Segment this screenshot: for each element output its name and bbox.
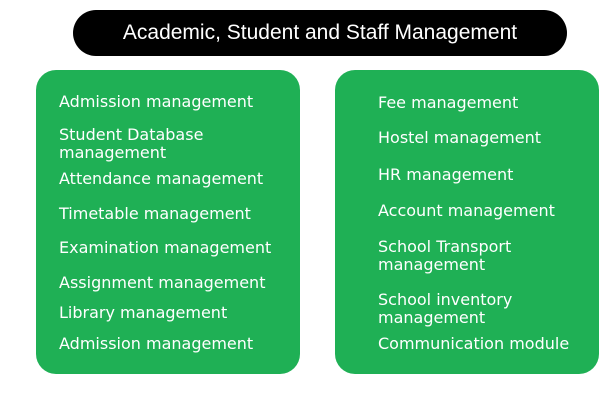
- right-item-hostel: Hostel management: [378, 128, 541, 147]
- right-item-school-inventory: School inventory management: [378, 290, 513, 327]
- right-panel: [335, 70, 599, 374]
- title-banner: [73, 10, 567, 56]
- left-item-student-database: Student Database management: [59, 125, 204, 162]
- left-item-library: Library management: [59, 303, 228, 322]
- left-item-admission: Admission management: [59, 92, 254, 111]
- right-item-account: Account management: [378, 201, 555, 220]
- right-item-communication: Communication module: [378, 334, 570, 353]
- right-item-school-transport: School Transport management: [378, 237, 512, 274]
- diagram-title: Academic, Student and Staff Management: [122, 21, 518, 44]
- left-item-attendance: Attendance management: [59, 169, 264, 188]
- right-item-fee: Fee management: [378, 93, 519, 112]
- left-item-examination: Examination management: [59, 238, 272, 257]
- left-item-timetable: Timetable management: [59, 204, 251, 223]
- left-panel: [36, 70, 300, 374]
- left-item-assignment: Assignment management: [59, 273, 266, 292]
- left-item-admission-2: Admission management: [59, 334, 254, 353]
- right-item-hr: HR management: [378, 165, 514, 184]
